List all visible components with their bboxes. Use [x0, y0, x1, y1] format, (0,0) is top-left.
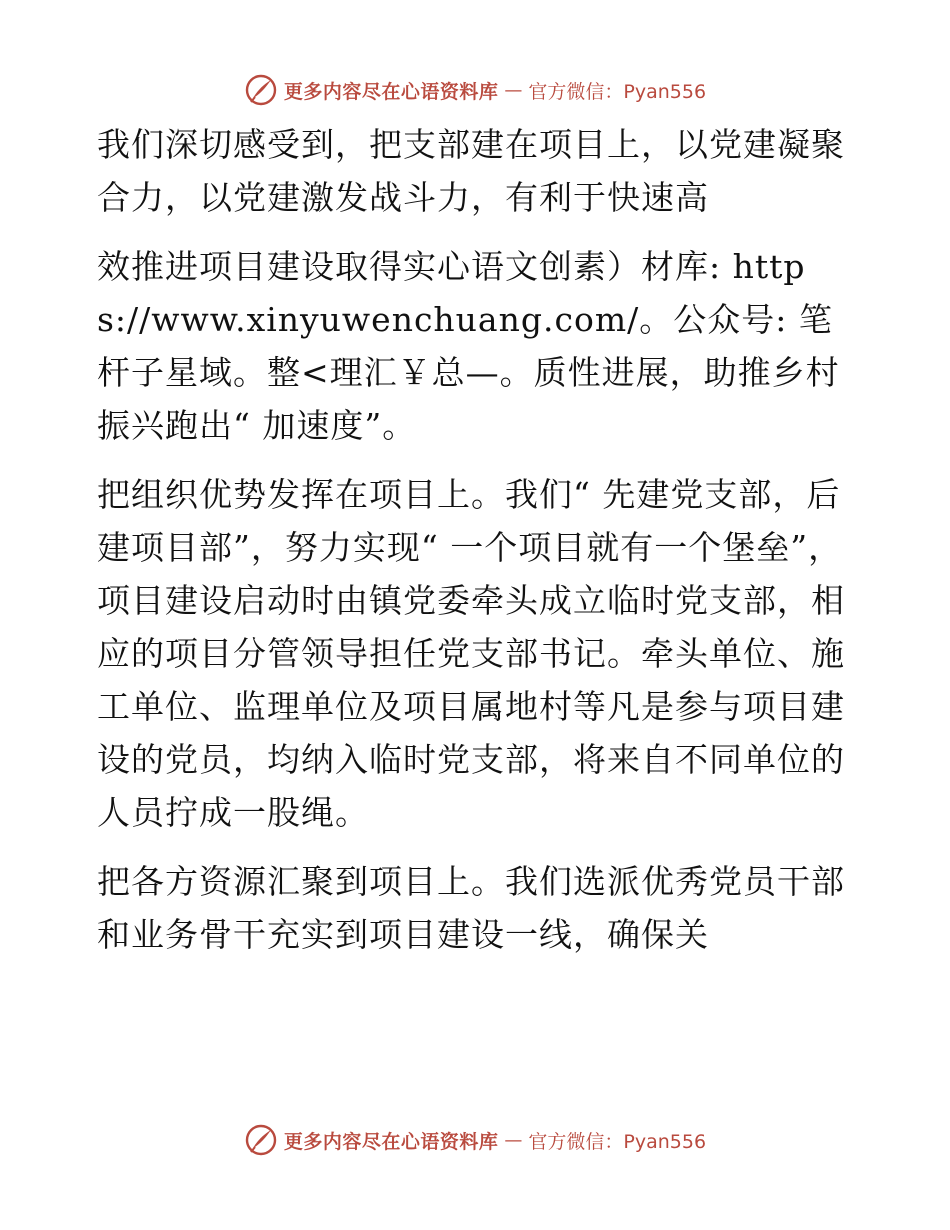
paragraph-1: 我们深切感受到，把支部建在项目上，以党建凝聚合力，以党建激发战斗力，有利于快速高 [97, 125, 845, 217]
header-banner [0, 70, 950, 110]
banner-title: 更多内容尽在心语资料库 [283, 1130, 499, 1153]
paragraph-2: 效推进项目建设取得实心语文创素）材库: https://www.xinyuwenchuang.com/。公众号: 笔杆子星域。整<理汇￥总—。质性进展，助推乡村振兴跑出“ 加速度”。 [97, 247, 840, 445]
document-body [97, 118, 857, 977]
feather-pen-logo-icon [244, 1123, 278, 1157]
banner-title: 更多内容尽在心语资料库 [283, 80, 499, 103]
banner-separator: — [504, 79, 523, 101]
banner-contact: 官方微信：Pyan556 [528, 80, 707, 103]
banner-separator: — [504, 1129, 523, 1151]
paragraph-4: 把各方资源汇聚到项目上。我们选派优秀党员干部和业务骨干充实到项目建设一线，确保关 [97, 862, 845, 954]
feather-pen-logo-icon [244, 73, 278, 107]
footer-banner [0, 1120, 950, 1160]
banner-contact: 官方微信：Pyan556 [528, 1130, 707, 1153]
paragraph-3: 把组织优势发挥在项目上。我们“ 先建党支部，后建项目部”，努力实现“ 一个项目就有一个堡垒”，项目建设启动时由镇党委牵头成立临时党支部，相应的项目分管领导担任党支部书记。牵头单位、施工单位、监理单位及项目属地村等凡是参与项目建设的党员，均纳入临时党支部，将来自不同单位的人员拧成一股绳。 [97, 475, 845, 832]
